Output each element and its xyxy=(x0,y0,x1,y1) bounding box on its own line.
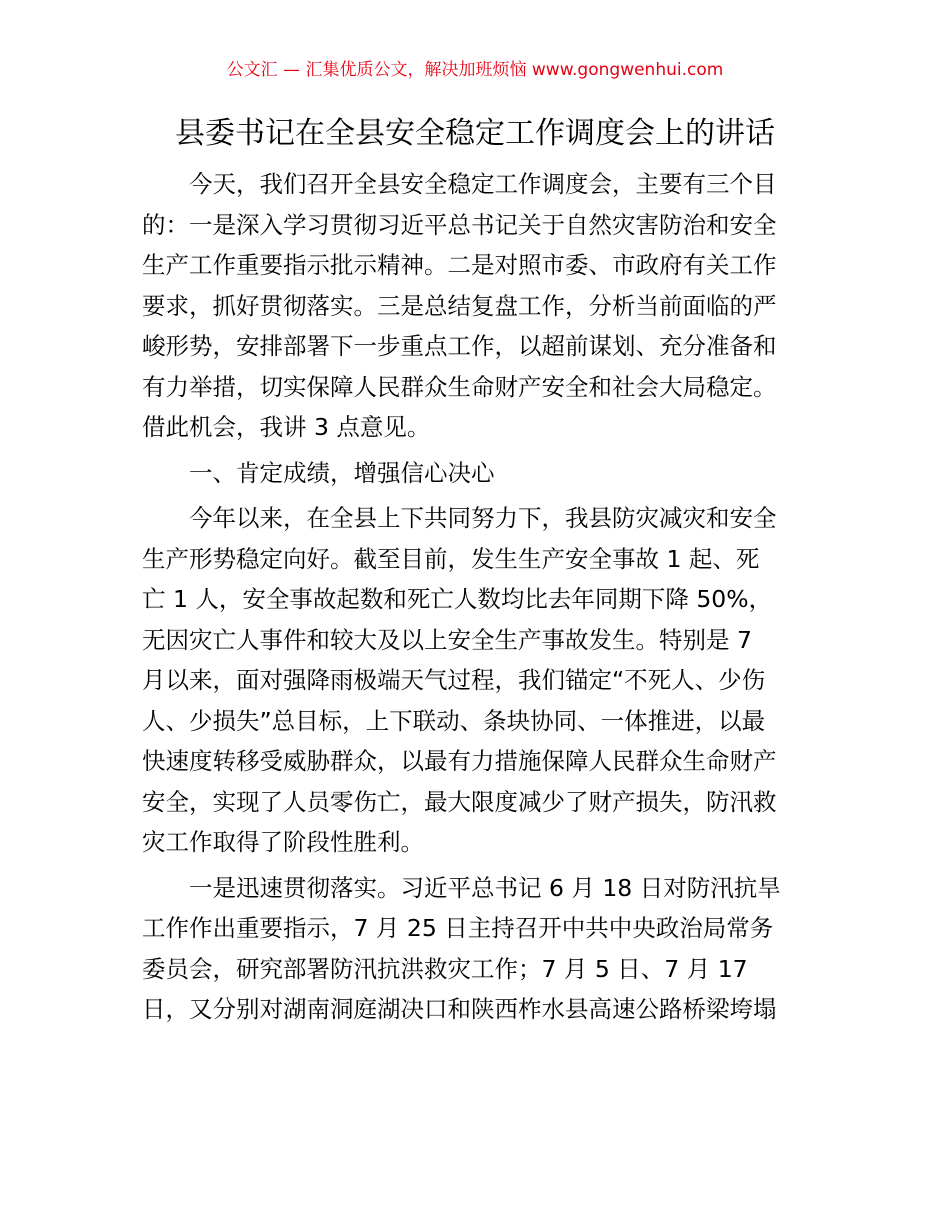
paragraph-line: 生产形势稳定向好。截至目前，发生生产安全事故 1 起、死 xyxy=(142,544,760,573)
paragraph-line: 快速度转移受威胁群众，以最有力措施保障人民群众生命财产 xyxy=(142,747,777,775)
section-heading: 一、肯定成绩，增强信心决心 xyxy=(189,458,495,487)
paragraph-line: 要求，抓好贯彻落实。三是总结复盘工作，分析当前面临的严 xyxy=(142,291,777,320)
paragraph-line: 灾工作取得了阶段性胜利。 xyxy=(142,828,424,856)
document-title: 县委书记在全县安全稳定工作调度会上的讲话 xyxy=(175,116,775,151)
paragraph-line: 借此机会，我讲 3 点意见。 xyxy=(142,413,431,441)
document-body xyxy=(142,164,814,1030)
paragraph-line: 委员会，研究部署防汛抗洪救灾工作；7 月 5 日、7 月 17 xyxy=(142,954,748,983)
paragraph-line: 日，又分别对湖南洞庭湖决口和陕西柞水县高速公路桥梁垮塌 xyxy=(142,995,777,1023)
paragraph-line: 人、少损失”总目标，上下联动、条块协同、一体推进，以最 xyxy=(142,706,766,735)
paragraph-line: 月以来，面对强降雨极端天气过程，我们锚定“不死人、少伤 xyxy=(142,666,766,694)
paragraph-line: 今天，我们召开全县安全稳定工作调度会，主要有三个目 xyxy=(189,170,777,198)
paragraph-line: 无因灾亡人事件和较大及以上安全生产事故发生。特别是 7 xyxy=(142,625,752,654)
paragraph-line: 工作作出重要指示，7 月 25 日主持召开中共中央政治局常务 xyxy=(142,914,774,942)
paragraph-line: 的：一是深入学习贯彻习近平总书记关于自然灾害防治和安全 xyxy=(142,210,777,239)
site-banner: 公文汇 — 汇集优质公文，解决加班烦恼 www.gongwenhui.com xyxy=(226,60,724,80)
paragraph-line: 生产工作重要指示批示精神。二是对照市委、市政府有关工作 xyxy=(142,251,777,279)
paragraph-line: 今年以来，在全县上下共同努力下，我县防灾减灾和安全 xyxy=(189,504,777,532)
paragraph-line: 有力举措，切实保障人民群众生命财产安全和社会大局稳定。 xyxy=(142,372,777,401)
paragraph-line: 安全，实现了人员零伤亡，最大限度减少了财产损失，防汛救 xyxy=(142,787,777,816)
paragraph-line: 亡 1 人，安全事故起数和死亡人数均比去年同期下降 50%， xyxy=(142,585,773,613)
paragraph-line: 峻形势，安排部署下一步重点工作，以超前谋划、充分准备和 xyxy=(142,332,777,360)
paragraph-line: 一是迅速贯彻落实。习近平总书记 6 月 18 日对防汛抗旱 xyxy=(189,873,781,902)
